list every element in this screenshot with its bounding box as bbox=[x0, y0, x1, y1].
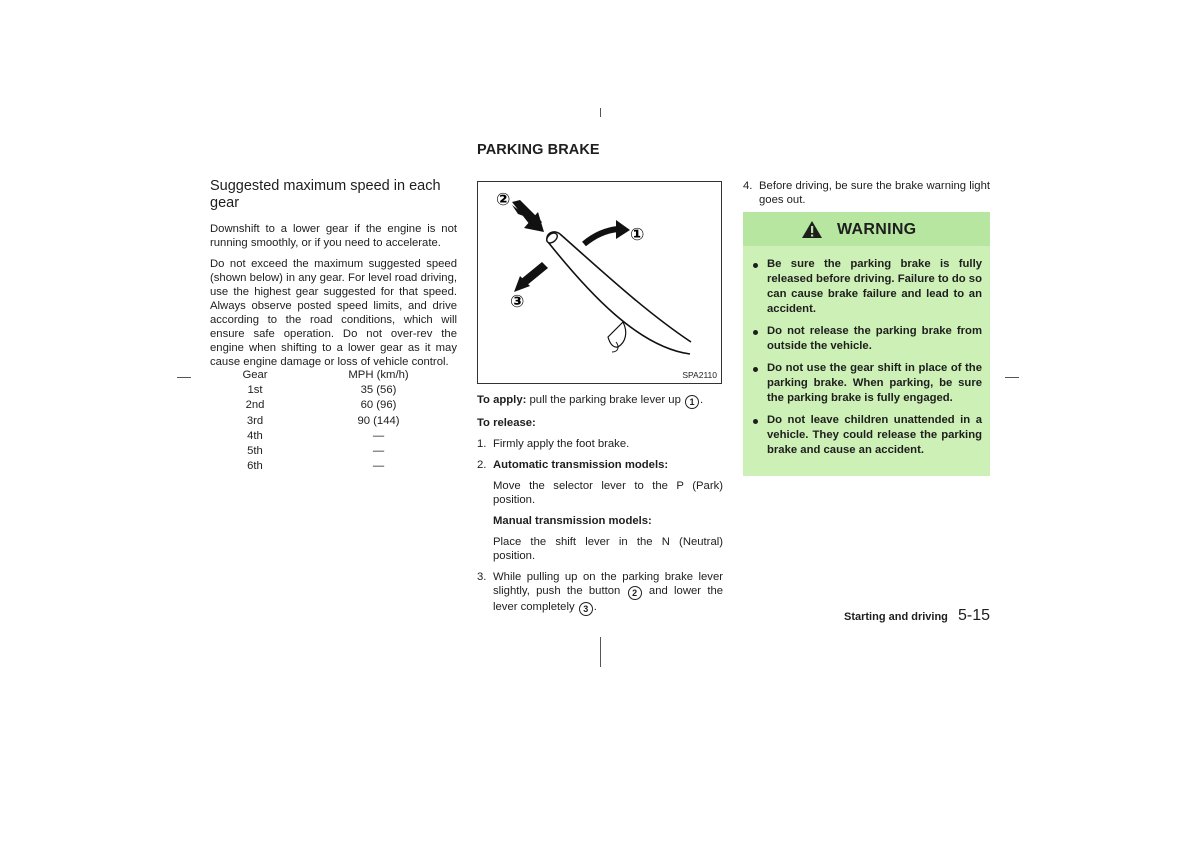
callout-1: ① bbox=[630, 225, 645, 245]
table-cell-speed: 60 (96) bbox=[360, 399, 397, 412]
table-cell-speed: — bbox=[372, 460, 385, 473]
bullet-dot bbox=[753, 330, 758, 335]
lever-edge-upper bbox=[560, 234, 691, 342]
release-steps bbox=[477, 437, 723, 616]
step-2-auto-heading: Automatic transmission models: bbox=[493, 459, 669, 471]
warning-item-text: Do not release the parking brake from outside the vehicle. bbox=[767, 325, 982, 352]
warning-box bbox=[743, 212, 990, 476]
speed-subheading: Suggested maximum speed in each gear bbox=[210, 178, 441, 211]
warning-item bbox=[751, 413, 982, 458]
warning-triangle-icon bbox=[801, 220, 823, 239]
step-4-text: Before driving, be sure the brake warning light goes out. bbox=[759, 180, 990, 206]
left-crop-mark bbox=[177, 377, 191, 378]
bottom-fold-mark bbox=[600, 637, 601, 667]
apply-end: . bbox=[700, 394, 704, 406]
step-3-end: . bbox=[593, 601, 597, 613]
warning-item bbox=[751, 361, 982, 406]
step-3-number: 3. bbox=[477, 571, 487, 583]
figure-code: SPA2110 bbox=[682, 370, 717, 380]
step-1-text: Firmly apply the foot brake. bbox=[493, 438, 630, 450]
ref-3-badge: 3 bbox=[579, 602, 593, 616]
bullet-dot bbox=[753, 419, 758, 424]
warning-item-text: Do not use the gear shift in place of the parking brake. When parking, be sure the parking brake is fully engaged. bbox=[767, 362, 982, 404]
table-row bbox=[210, 398, 457, 413]
table-header-gear: Gear bbox=[242, 368, 268, 381]
top-fold-mark bbox=[600, 108, 601, 117]
ref-1-badge: 1 bbox=[685, 395, 699, 409]
table-row bbox=[210, 443, 457, 458]
table-row bbox=[210, 428, 457, 443]
warning-item-text: Be sure the parking brake is fully released before driving. Failure to do so can cause brake failure and lead to an accident. bbox=[767, 258, 982, 315]
table-cell-speed: — bbox=[372, 445, 385, 458]
max-speed-paragraph: Do not exceed the maximum suggested speed (shown below) in any gear. For level road driving, use the highest gear suggested for that speed. Always observe posted speed limits, and drive according to the road conditions, which will ensure safe operation. Do not over-rev the engine when shifting to a lower gear as it may cause engine damage or loss of vehicle control. bbox=[210, 258, 457, 368]
parking-brake-figure bbox=[477, 181, 722, 384]
footer-section-name: Starting and driving bbox=[844, 611, 948, 623]
table-cell-gear: 6th bbox=[247, 460, 263, 473]
step-3-text-a: While pulling up on the parking brake lever slightly, push the button bbox=[493, 571, 723, 597]
page-number: 5-15 bbox=[958, 607, 991, 624]
table-cell-gear: 4th bbox=[247, 429, 263, 442]
step-3-text-b: and lower the lever completely bbox=[493, 585, 724, 613]
table-cell-gear: 5th bbox=[247, 445, 263, 458]
ref-2-badge: 2 bbox=[628, 586, 642, 600]
step-2-auto-text: Move the selector lever to the P (Park) position. bbox=[493, 480, 723, 506]
table-cell-speed: — bbox=[372, 429, 385, 442]
table-row bbox=[210, 413, 457, 428]
bullet-dot bbox=[753, 263, 758, 268]
section-title: PARKING BRAKE bbox=[477, 142, 600, 158]
apply-label: To apply: bbox=[477, 394, 527, 406]
step-2-manual-text: Place the shift lever in the N (Neutral) position. bbox=[493, 536, 723, 562]
middle-column bbox=[477, 393, 723, 623]
right-column bbox=[743, 179, 990, 212]
warning-title: WARNING bbox=[837, 221, 917, 238]
right-crop-mark bbox=[1005, 377, 1019, 378]
table-cell-gear: 2nd bbox=[245, 399, 265, 412]
warning-item bbox=[751, 324, 982, 354]
step-4-number: 4. bbox=[743, 180, 753, 192]
apply-instruction bbox=[477, 393, 723, 409]
step-1 bbox=[477, 437, 723, 451]
step-4 bbox=[743, 179, 990, 207]
table-cell-speed: 90 (144) bbox=[357, 414, 400, 427]
release-label: To release: bbox=[477, 417, 536, 429]
table-row bbox=[210, 382, 457, 397]
callout-2: ② bbox=[496, 190, 511, 210]
step-1-number: 1. bbox=[477, 438, 487, 450]
parking-brake-illustration bbox=[478, 182, 721, 383]
table-row bbox=[210, 459, 457, 474]
arrow-pull-shaft bbox=[584, 229, 618, 244]
table-cell-gear: 3rd bbox=[246, 414, 264, 427]
callout-3: ③ bbox=[510, 292, 525, 312]
warning-list bbox=[751, 257, 982, 465]
downshift-paragraph: Downshift to a lower gear if the engine is not running smoothly, or if you need to accelerate. bbox=[210, 223, 457, 249]
apply-text: pull the parking brake lever up bbox=[529, 394, 681, 406]
warning-item bbox=[751, 257, 982, 317]
warning-header bbox=[743, 212, 990, 246]
gear-speed-table bbox=[210, 367, 457, 474]
table-header-speed: MPH (km/h) bbox=[348, 368, 409, 381]
bullet-dot bbox=[753, 367, 758, 372]
table-cell-speed: 35 (56) bbox=[360, 383, 397, 396]
step-3 bbox=[477, 570, 723, 616]
table-cell-gear: 1st bbox=[247, 383, 263, 396]
step-2-number: 2. bbox=[477, 459, 487, 471]
left-column bbox=[210, 178, 457, 376]
step-2 bbox=[477, 458, 723, 563]
arrow-pull-head bbox=[616, 220, 630, 239]
table-header-row bbox=[210, 367, 457, 382]
warning-item-text: Do not leave children unattended in a vehicle. They could release the parking brake and cause an accident. bbox=[767, 414, 982, 456]
step-2-manual-heading: Manual transmission models: bbox=[493, 515, 652, 527]
